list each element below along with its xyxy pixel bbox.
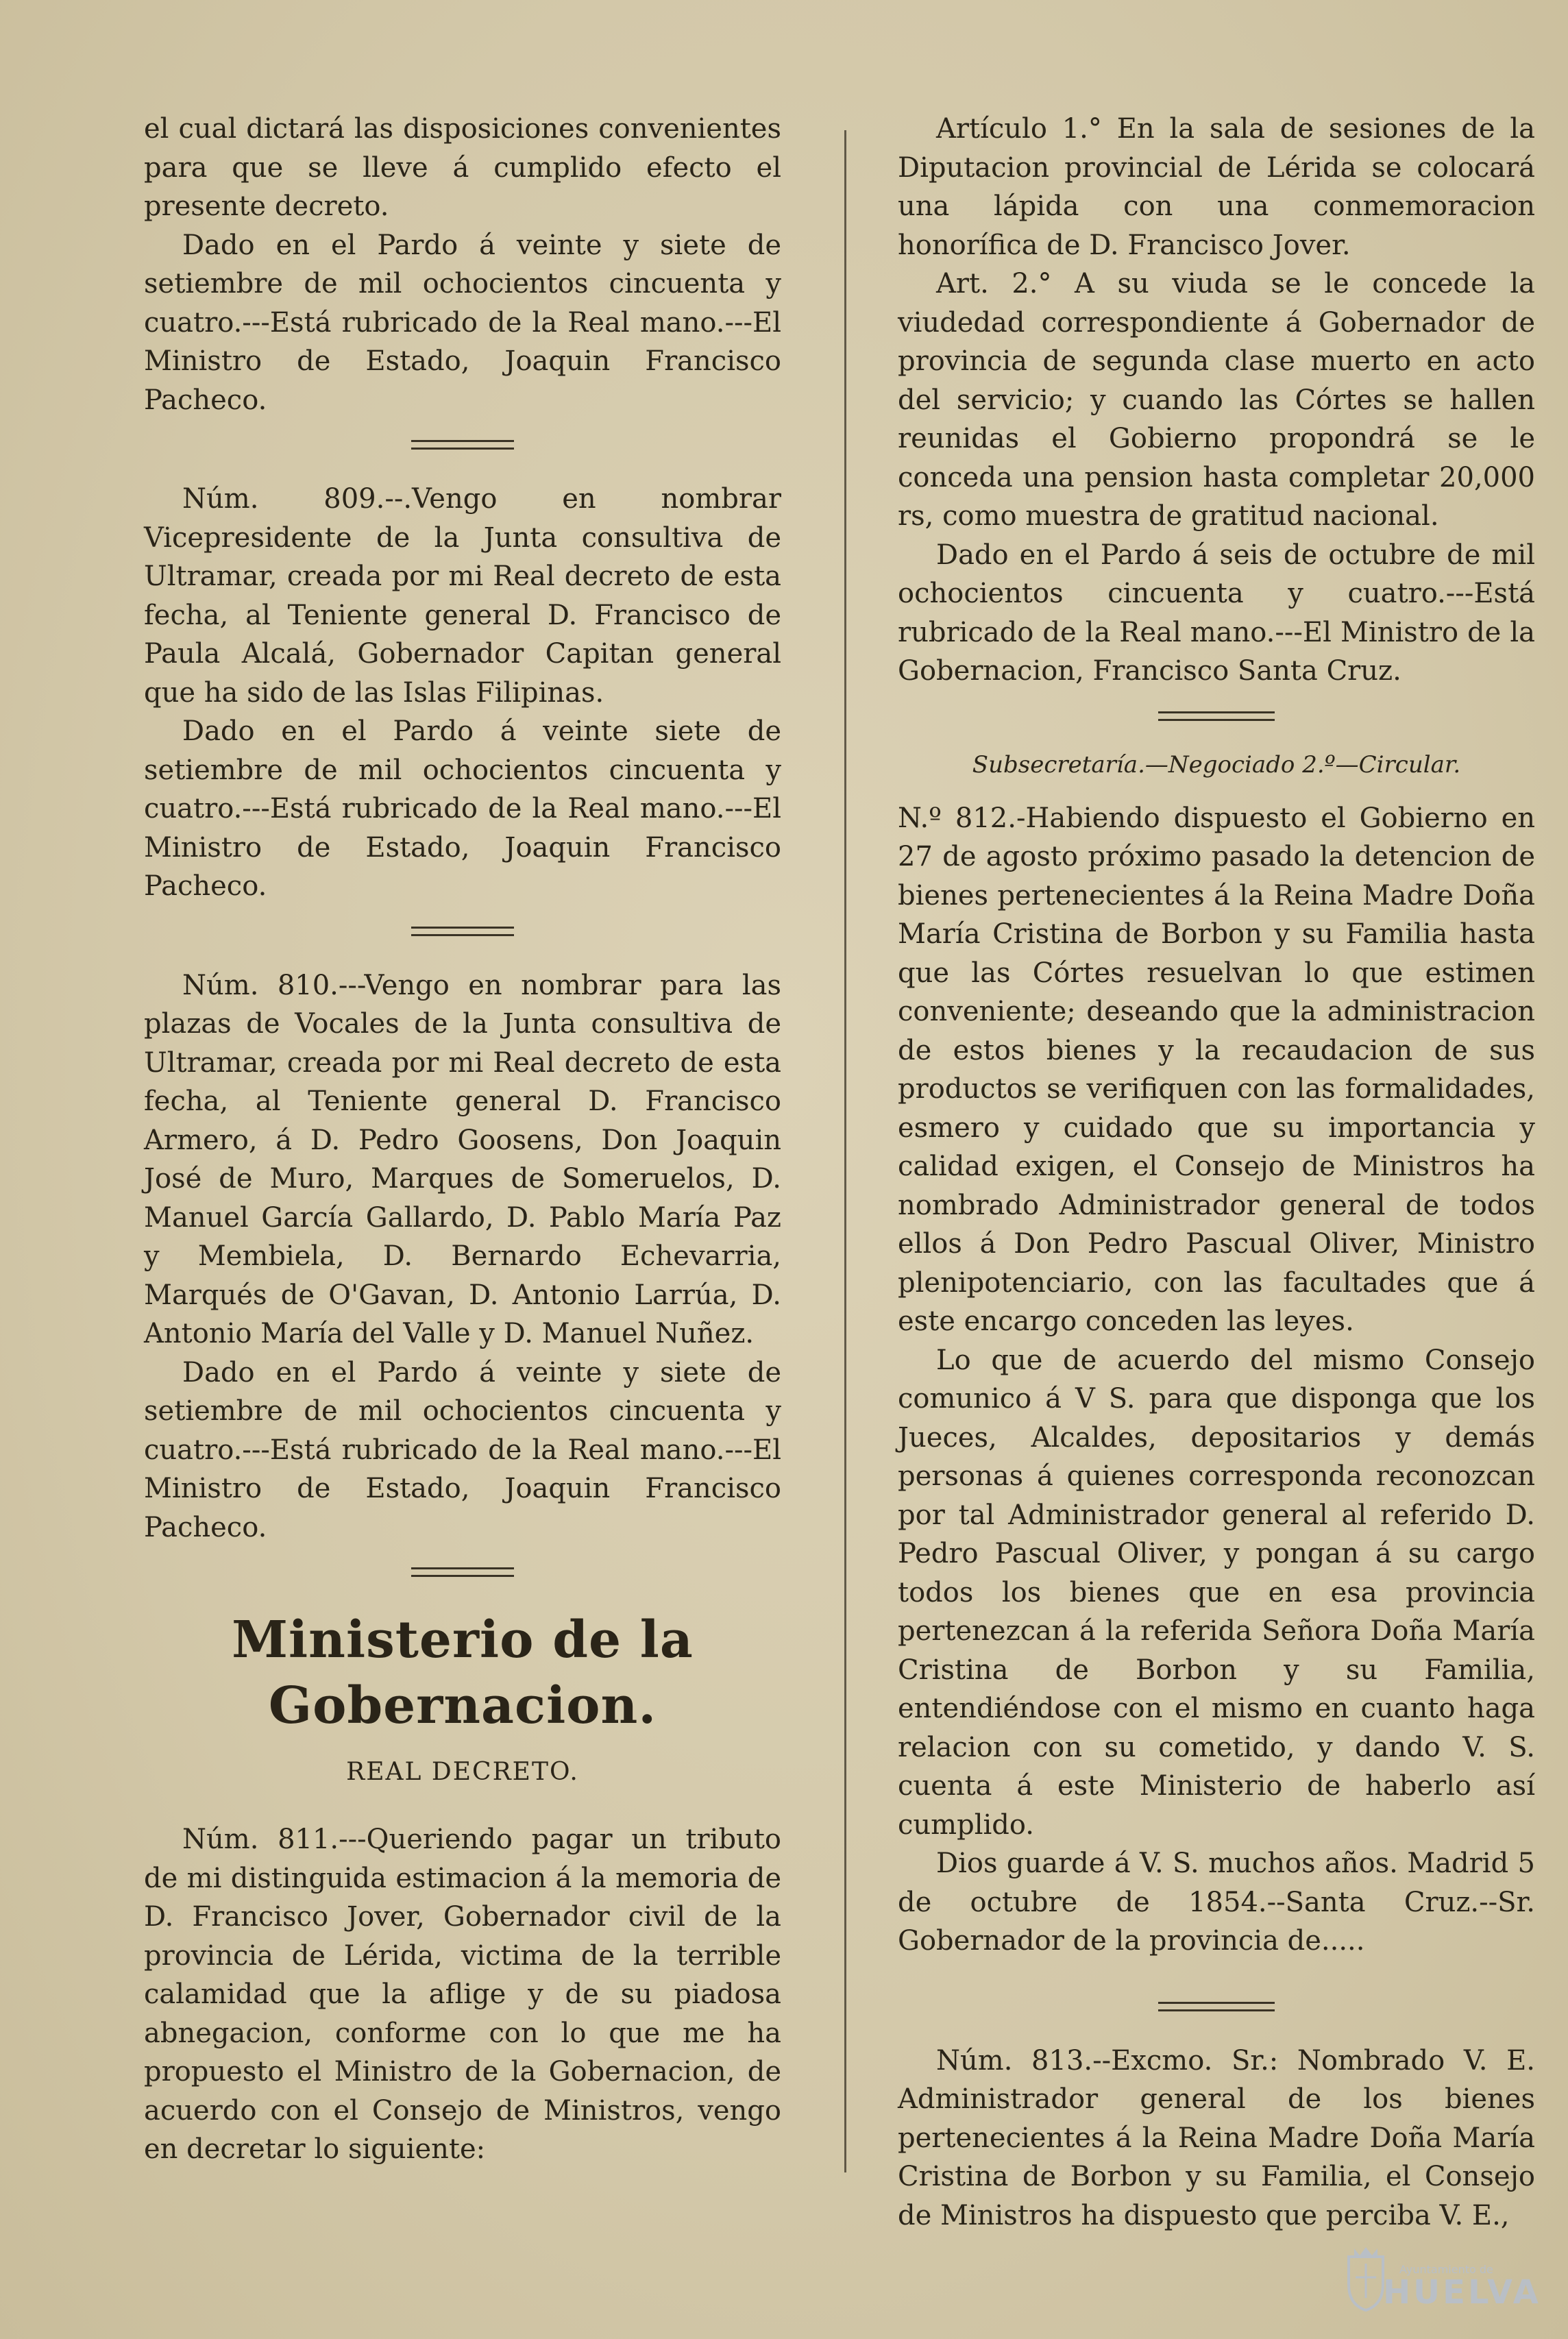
circular-812-communication: Lo que de acuerdo del mismo Consejo comunico á V S. para que disponga que los Jueces, Alcaldes, depositarios y demás personas á quienes corresponda reconozcan por tal Administrador general al referido D. Pedro Pascual Oliver, y pongan á su cargo todos los bienes que en esa provincia pertenezcan á la referida Señora Doña María Cristina de Borbon y su Familia, entendiéndose con el mismo en cuanto haga relacion con su cometido, y dando V. S. cuenta á este Ministerio de haberlo así cumplido. [898, 1344, 1535, 1841]
section-separator [1158, 2002, 1275, 2011]
decree-811-dado: Dado en el Pardo á seis de octubre de mil ochocientos cincuenta y cuatro.---Está rubricado de la Real mano.---El Ministro de la Gobernacion, Francisco Santa Cruz. [898, 539, 1535, 687]
real-decreto-heading: REAL DECRETO. [346, 1758, 579, 1786]
section-separator [411, 927, 514, 936]
subsecretaria-circular-heading: Subsecretaría.—Negociado 2.º—Circular. [972, 750, 1461, 779]
decree-811: Núm. 811.---Queriendo pagar un tributo de mi distinguida estimacion á la memoria de D. Francisco Jover, Gobernador civil de la provincia de Lérida, victima de la terrible calamidad que la aflige y de su piadosa abnegacion, conforme con lo que me ha propuesto el Ministro de la Gobernacion, de acuerdo con el Consejo de Ministros, vengo en decretar lo siguiente: [144, 1824, 781, 2165]
order-813: Núm. 813.--Excmo. Sr.: Nombrado V. E. Administrador general de los bienes pertenecientes á la Reina Madre Doña María Cristina de Borbon y su Familia, el Consejo de Ministros ha dispuesto que perciba V. E., [898, 2044, 1535, 2231]
watermark-text: HUELVA [1383, 2273, 1541, 2312]
section-separator [411, 1567, 514, 1577]
section-separator [1158, 711, 1275, 721]
circular-812: N.º 812.-Habiendo dispuesto el Gobierno en 27 de agosto próximo pasado la detencion de bienes pertenecientes á la Reina Madre Doña María Cristina de Borbon y su Familia hasta que las Córtes resuelvan lo que estimen conveniente; deseando que la administracion de estos bienes y la recaudacion de sus productos se verifiquen con las formalidades, esmero y cuidado que su importancia y calidad exigen, el Consejo de Ministros ha nombrado Administrador general de todos ellos á Don Pedro Pascual Oliver, Ministro plenipotenciario, con las facultades que á este encargo conceden las leyes. [898, 802, 1535, 1337]
paragraph-dado-808: Dado en el Pardo á veinte y siete de setiembre de mil ochocientos cincuenta y cuatro.---Está rubricado de la Real mano.---El Ministro de Estado, Joaquin Francisco Pacheco. [144, 229, 781, 416]
left-column [144, 110, 781, 2169]
circular-812-closing: Dios guarde á V. S. muchos años. Madrid 5 de octubre de 1854.--Santa Cruz.--Sr. Gobernador de la provincia de..... [898, 1848, 1535, 1957]
watermark-logo [1342, 2195, 1541, 2312]
decree-810: Núm. 810.---Vengo en nombrar para las plazas de Vocales de la Junta consultiva de Ultramar, creada por mi Real decreto de esta fecha, al Teniente general D. Francisco Armero, á D. Pedro Goosens, Don Joaquin José de Muro, Marques de Someruelos, D. Manuel García Gallardo, D. Pablo María Paz y Membiela, D. Bernardo Echevarria, Marqués de O'Gavan, D. Antonio Larrúa, D. Antonio María del Valle y D. Manuel Nuñez. [144, 969, 781, 1349]
section-separator [411, 440, 514, 450]
decree-810-dado: Dado en el Pardo á veinte y siete de setiembre de mil ochocientos cincuenta y cuatro.---Está rubricado de la Real mano.---El Ministro de Estado, Joaquin Francisco Pacheco. [144, 1356, 781, 1543]
right-column [898, 110, 1535, 2235]
decree-809-dado: Dado en el Pardo á veinte siete de setiembre de mil ochocientos cincuenta y cuatro.---Está rubricado de la Real mano.---El Ministro de Estado, Joaquin Francisco Pacheco. [144, 715, 781, 902]
paragraph-continuation: el cual dictará las disposiciones convenientes para que se lleve á cumplido efecto el presente decreto. [144, 113, 781, 222]
article-2: Art. 2.° A su viuda se le concede la viudedad correspondiente á Gobernador de provincia de segunda clase muerto en acto del servicio; y cuando las Córtes se hallen reunidas el Gobierno propondrá se le conceda una pension hasta completar 20,000 rs, como muestra de gratitud nacional. [898, 268, 1535, 532]
ministry-heading: Ministerio de la Gobernacion. [232, 1611, 694, 1735]
decree-809: Núm. 809.--.Vengo en nombrar Vicepresidente de la Junta consultiva de Ultramar, creada por mi Real decreto de esta fecha, al Teniente general D. Francisco de Paula Alcalá, Gobernador Capitan general que ha sido de las Islas Filipinas. [144, 483, 781, 709]
article-1: Artículo 1.° En la sala de sesiones de la Diputacion provincial de Lérida se colocará una lápida con una conmemoracion honorífica de D. Francisco Jover. [898, 113, 1535, 261]
watermark-small-text: Ayuntamiento de [1399, 2263, 1493, 2276]
column-divider [844, 130, 846, 2172]
